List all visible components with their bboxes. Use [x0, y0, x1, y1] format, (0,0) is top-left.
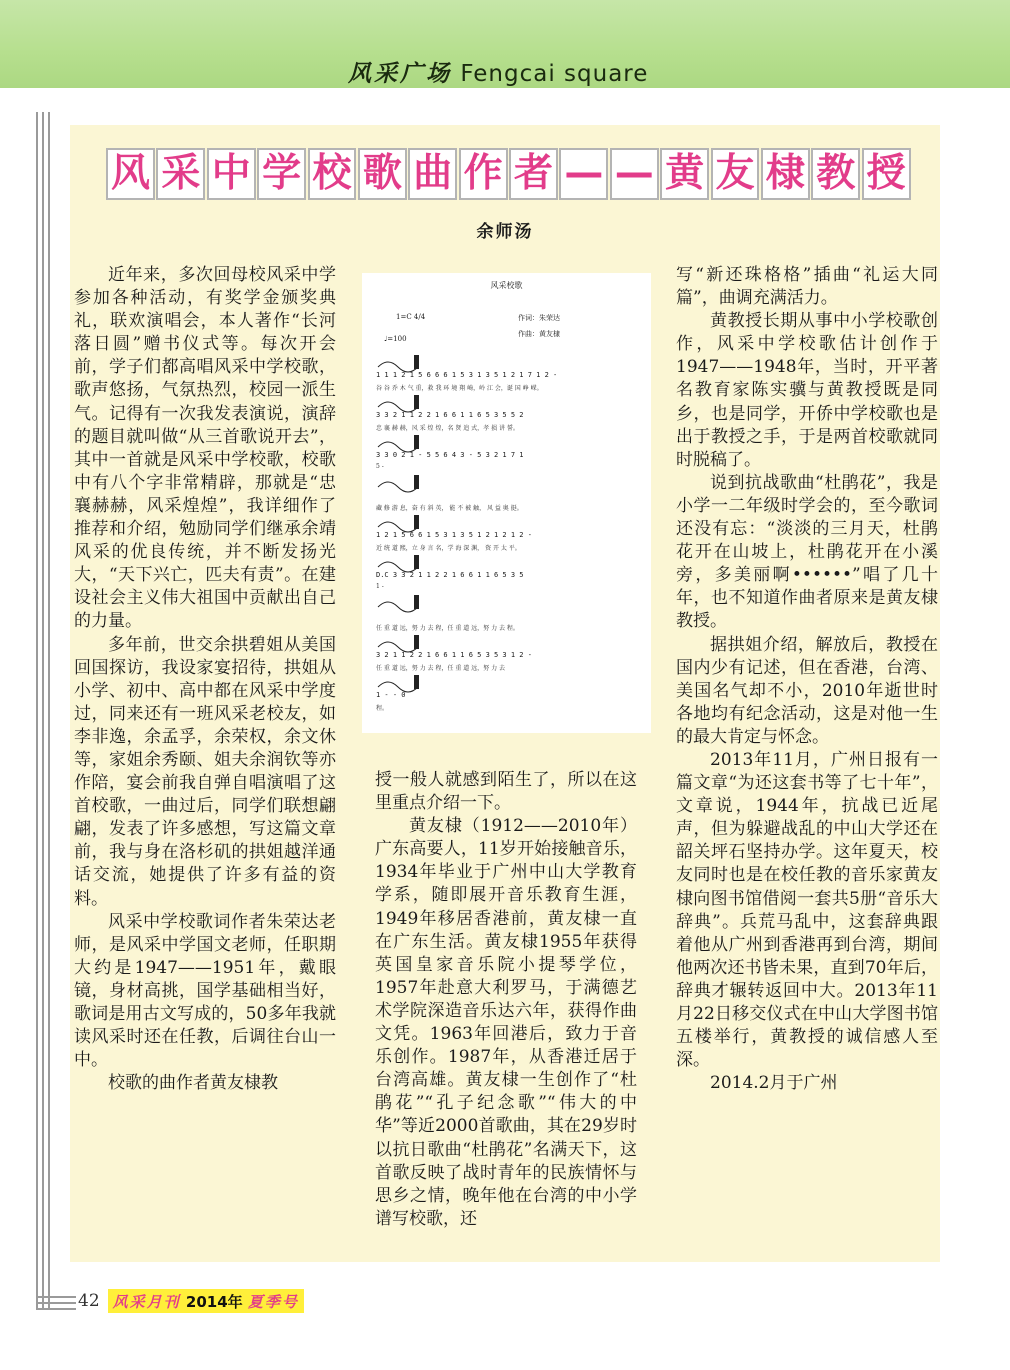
score-notation-row: 1 - - 0: [376, 691, 406, 699]
page-footer: [78, 1289, 304, 1313]
header-bar: [0, 0, 1010, 88]
page-number: 42: [78, 1291, 100, 1311]
title-char: —: [559, 148, 608, 200]
title-char: 友: [711, 148, 760, 200]
score-notation-row: 3 3 0 2 1 - 5 5 6 4 3 - 5 3 2 1 7 1: [376, 451, 524, 459]
score-lyric-row: 任 重 道 远，努 力 去 程，任 重 道 远，努 力 去 程。: [376, 625, 519, 632]
left-border-rails: [36, 112, 54, 1308]
paragraph: 黄友棣（1912——2010年）广东高要人，11岁开始接触音乐，1934年毕业于广州中山大学教育学系，随即展开音乐教育生涯，1949年移居香港前，黄友棣一直在广东生活。黄友棣1955年获得英国皇家音乐院小提琴学位，1957年赴意大利罗马，于满德艺术学院深造音乐达六年，获得作曲文凭。1963年回港后，致力于音乐创作。1987年，从香港迁居于台湾高雄。黄友棣一生创作了“杜鹃花”“孔子纪念歌”“伟大的中华”等近2000首歌曲，其在29岁时以抗日歌曲“杜鹃花”名满天下，这首歌反映了战时青年的民族情怀与思乡之情，晚年他在台湾的中小学谱写校歌，还: [375, 816, 637, 1229]
section-title-en: Fengcai square: [460, 61, 649, 87]
section-title: [348, 55, 648, 88]
text-column-2: [375, 769, 637, 1231]
score-lyric-row: 藏 修 游 息，奋 有 斜 英， 能 不 被 触， 风 益 奥 挺。: [376, 505, 523, 512]
score-lyric-row: 程。: [376, 705, 389, 712]
score-lyric-row: 近 统 道 熙，立 身 言 名，学 海 深 渊， 资 开 太 平。: [376, 545, 521, 552]
magazine-season: 夏季号: [247, 1293, 299, 1311]
bottom-border-rails: [36, 1292, 76, 1310]
score-notation-row: 1 1 1 2 1 5 6 6 6 1 5 3 1 3 5 1 2 1 7 1 2 -: [376, 371, 558, 379]
score-composer: 作曲：黄友棣: [518, 330, 560, 338]
paragraph: 据拱姐介绍，解放后，教授在国内少有记述，但在香港，台湾、美国名气却不小，2010年逝世时各地均有纪念活动，这是对他一生的最大肯定与怀念。: [676, 634, 938, 747]
score-notation-row: 3 2 1 1 2 2 1 6 6 1 1 6 5 3 5 3 1 2 -: [376, 651, 532, 659]
text-column-3: [676, 264, 938, 1095]
score-tempo: ♩=100: [384, 335, 407, 343]
paragraph: 授一般人就感到陌生了，所以在这里重点介绍一下。: [375, 770, 637, 814]
score-bar-mark: [414, 675, 419, 689]
score-bar-mark: [414, 435, 419, 449]
score-bar-mark: [414, 395, 419, 409]
title-char: 教: [811, 148, 860, 200]
title-char: 中: [207, 148, 256, 200]
author-byline: 余师汤: [476, 222, 534, 242]
paragraph: 写“新还珠格格”插曲“礼运大同篇”，曲调充满活力。: [676, 265, 938, 309]
score-bar-mark: [414, 595, 419, 609]
score-notation-row: D.C 3 3 2 1 1 2 2 1 6 6 1 1 6 5 3 5: [376, 571, 524, 579]
title-char: 作: [459, 148, 508, 200]
paragraph: 校歌的曲作者黄友棣教: [108, 1073, 278, 1094]
magazine-label: [108, 1289, 304, 1313]
article-panel: [70, 125, 940, 1262]
text-column-1: [74, 264, 336, 1095]
section-title-cn: 风采广场: [348, 60, 452, 87]
title-char: 风: [106, 148, 155, 200]
score-lyric-row: 5 -: [376, 463, 384, 470]
score-notation-row: 3 3 2 1 1 2 2 1 6 6 1 1 6 5 3 5 5 2: [376, 411, 524, 419]
paragraph: 近年来，多次回母校风采中学参加各种活动，有奖学金颁奖典礼，联欢演唱会，本人著作“长河落日圆”赠书仪式等。每次开会前，学子们都高唱风采中学校歌，歌声悠扬，气氛热烈，校园一派生气。记得有一次我发表演说，演辞的题目就叫做“从三首歌说开去”，其中一首就是风采中学校歌，校歌中有八个字非常精辟，那就是“忠襄赫赫，风采煌煌”，我详细作了推荐和介绍，勉励同学们继承余靖风采的优良传统，并不断发扬光大，“天下兴亡，匹夫有责”。在建设社会主义伟大祖国中贡献出自己的力量。: [74, 265, 336, 632]
score-bar-mark: [414, 635, 419, 649]
title-char: 校: [308, 148, 357, 200]
paragraph: 风采中学校歌词作者朱荣达老师，是风采中学国文老师，任职期大约是1947——1951年，戴眼镜，身材高挑，国学基础相当好，歌词是用古文写成的，50多年我就读风采时还在任教，后调往台山一中。: [74, 911, 336, 1071]
score-bar-mark: [414, 555, 419, 569]
score-lyric-row: 任 重 道 远，努 力 去 程，任 重 道 远，努 力 去: [376, 665, 505, 672]
score-lyric-row: 忠 襄 赫 赫，风 采 煌 煌，名 贤 追 式，孝 损 讲 誓。: [376, 425, 519, 432]
paragraph: 黄教授长期从事中小学校歌创作，风采中学校歌估计创作于1947——1948年，当时，开平著名教育家陈实骥与黄教授既是同乡，也是同学，开侨中学校歌也是出于教授之手，于是两首校歌就同时脱稿了。: [676, 311, 938, 470]
paragraph: 多年前，世交余拱碧姐从美国回国探访，我设家宴招待，拱姐从小学、初中、高中都在风采中学度过，同来还有一班风采老校友，如李非逸，余孟孚，余荣权，余文休等，家姐余秀颐、姐夫余润钦等亦作陪，宴会前我自弹自唱演唱了这首校歌，一曲过后，同学们联想翩翩，发表了许多感想，写这篇文章前，我与身在洛杉矶的拱姐越洋通话交流，她提供了许多有益的资料。: [74, 634, 336, 909]
paragraph: 2013年11月，广州日报有一篇文章“为还这套书等了七十年”，文章说，1944年，抗战已近尾声，但为躲避战乱的中山大学还在韶关坪石坚持办学。这年夏天，校友同时也是在校任教的音乐家黄友棣向图书馆借阅一套共5册“音乐大辞典”。兵荒马乱中，这套辞典跟着他从广州到香港再到台湾，期间他两次还书皆未果，直到70年后，辞典才辗转返回中大。2013年11月22日移交仪式在中山大学图书馆五楼举行，黄教授的诚信感人至深。: [676, 749, 938, 1071]
score-notation-row: 1 2 1 5 6 6 1 5 3 1 3 5 1 2 1 2 1 2 -: [376, 531, 532, 539]
title-char: 黄: [660, 148, 709, 200]
article-title: [106, 148, 912, 200]
title-char: 学: [257, 148, 306, 200]
score-title: 风采校歌: [490, 281, 523, 290]
title-char: 者: [509, 148, 558, 200]
score-lyric-row: 1 -: [376, 583, 384, 590]
title-char: 授: [862, 148, 911, 200]
title-char: 棣: [761, 148, 810, 200]
score-lyric-row: 谷 谷 乔 木 气 重，救 我 环 境 翔 崎，岭 江 会，诞 国 峥 嵘。: [376, 385, 543, 392]
title-char: 采: [156, 148, 205, 200]
paragraph: 说到抗战歌曲“杜鹃花”，我是小学一二年级时学会的，至今歌词还没有忘：“淡淡的三月天，杜鹃花开在山坡上，杜鹃花开在小溪旁，多美丽啊••••••”唱了几十年，也不知道作曲者原来是黄友棣教授。: [676, 472, 938, 632]
magazine-year: 2014年: [185, 1293, 243, 1311]
score-key: 1=C 4/4: [396, 313, 426, 321]
score-lyricist: 作词：朱荣达: [518, 314, 560, 322]
score-bar-mark: [414, 515, 419, 529]
magazine-name: 风采月刊: [112, 1293, 181, 1311]
score-bar-mark: [414, 355, 419, 369]
paragraph: 2014.2月于广州: [710, 1073, 838, 1094]
score-bar-mark: [414, 475, 419, 489]
title-char: 歌: [358, 148, 407, 200]
title-char: —: [610, 148, 659, 200]
sheet-music-figure: [362, 273, 651, 733]
title-char: 曲: [408, 148, 457, 200]
